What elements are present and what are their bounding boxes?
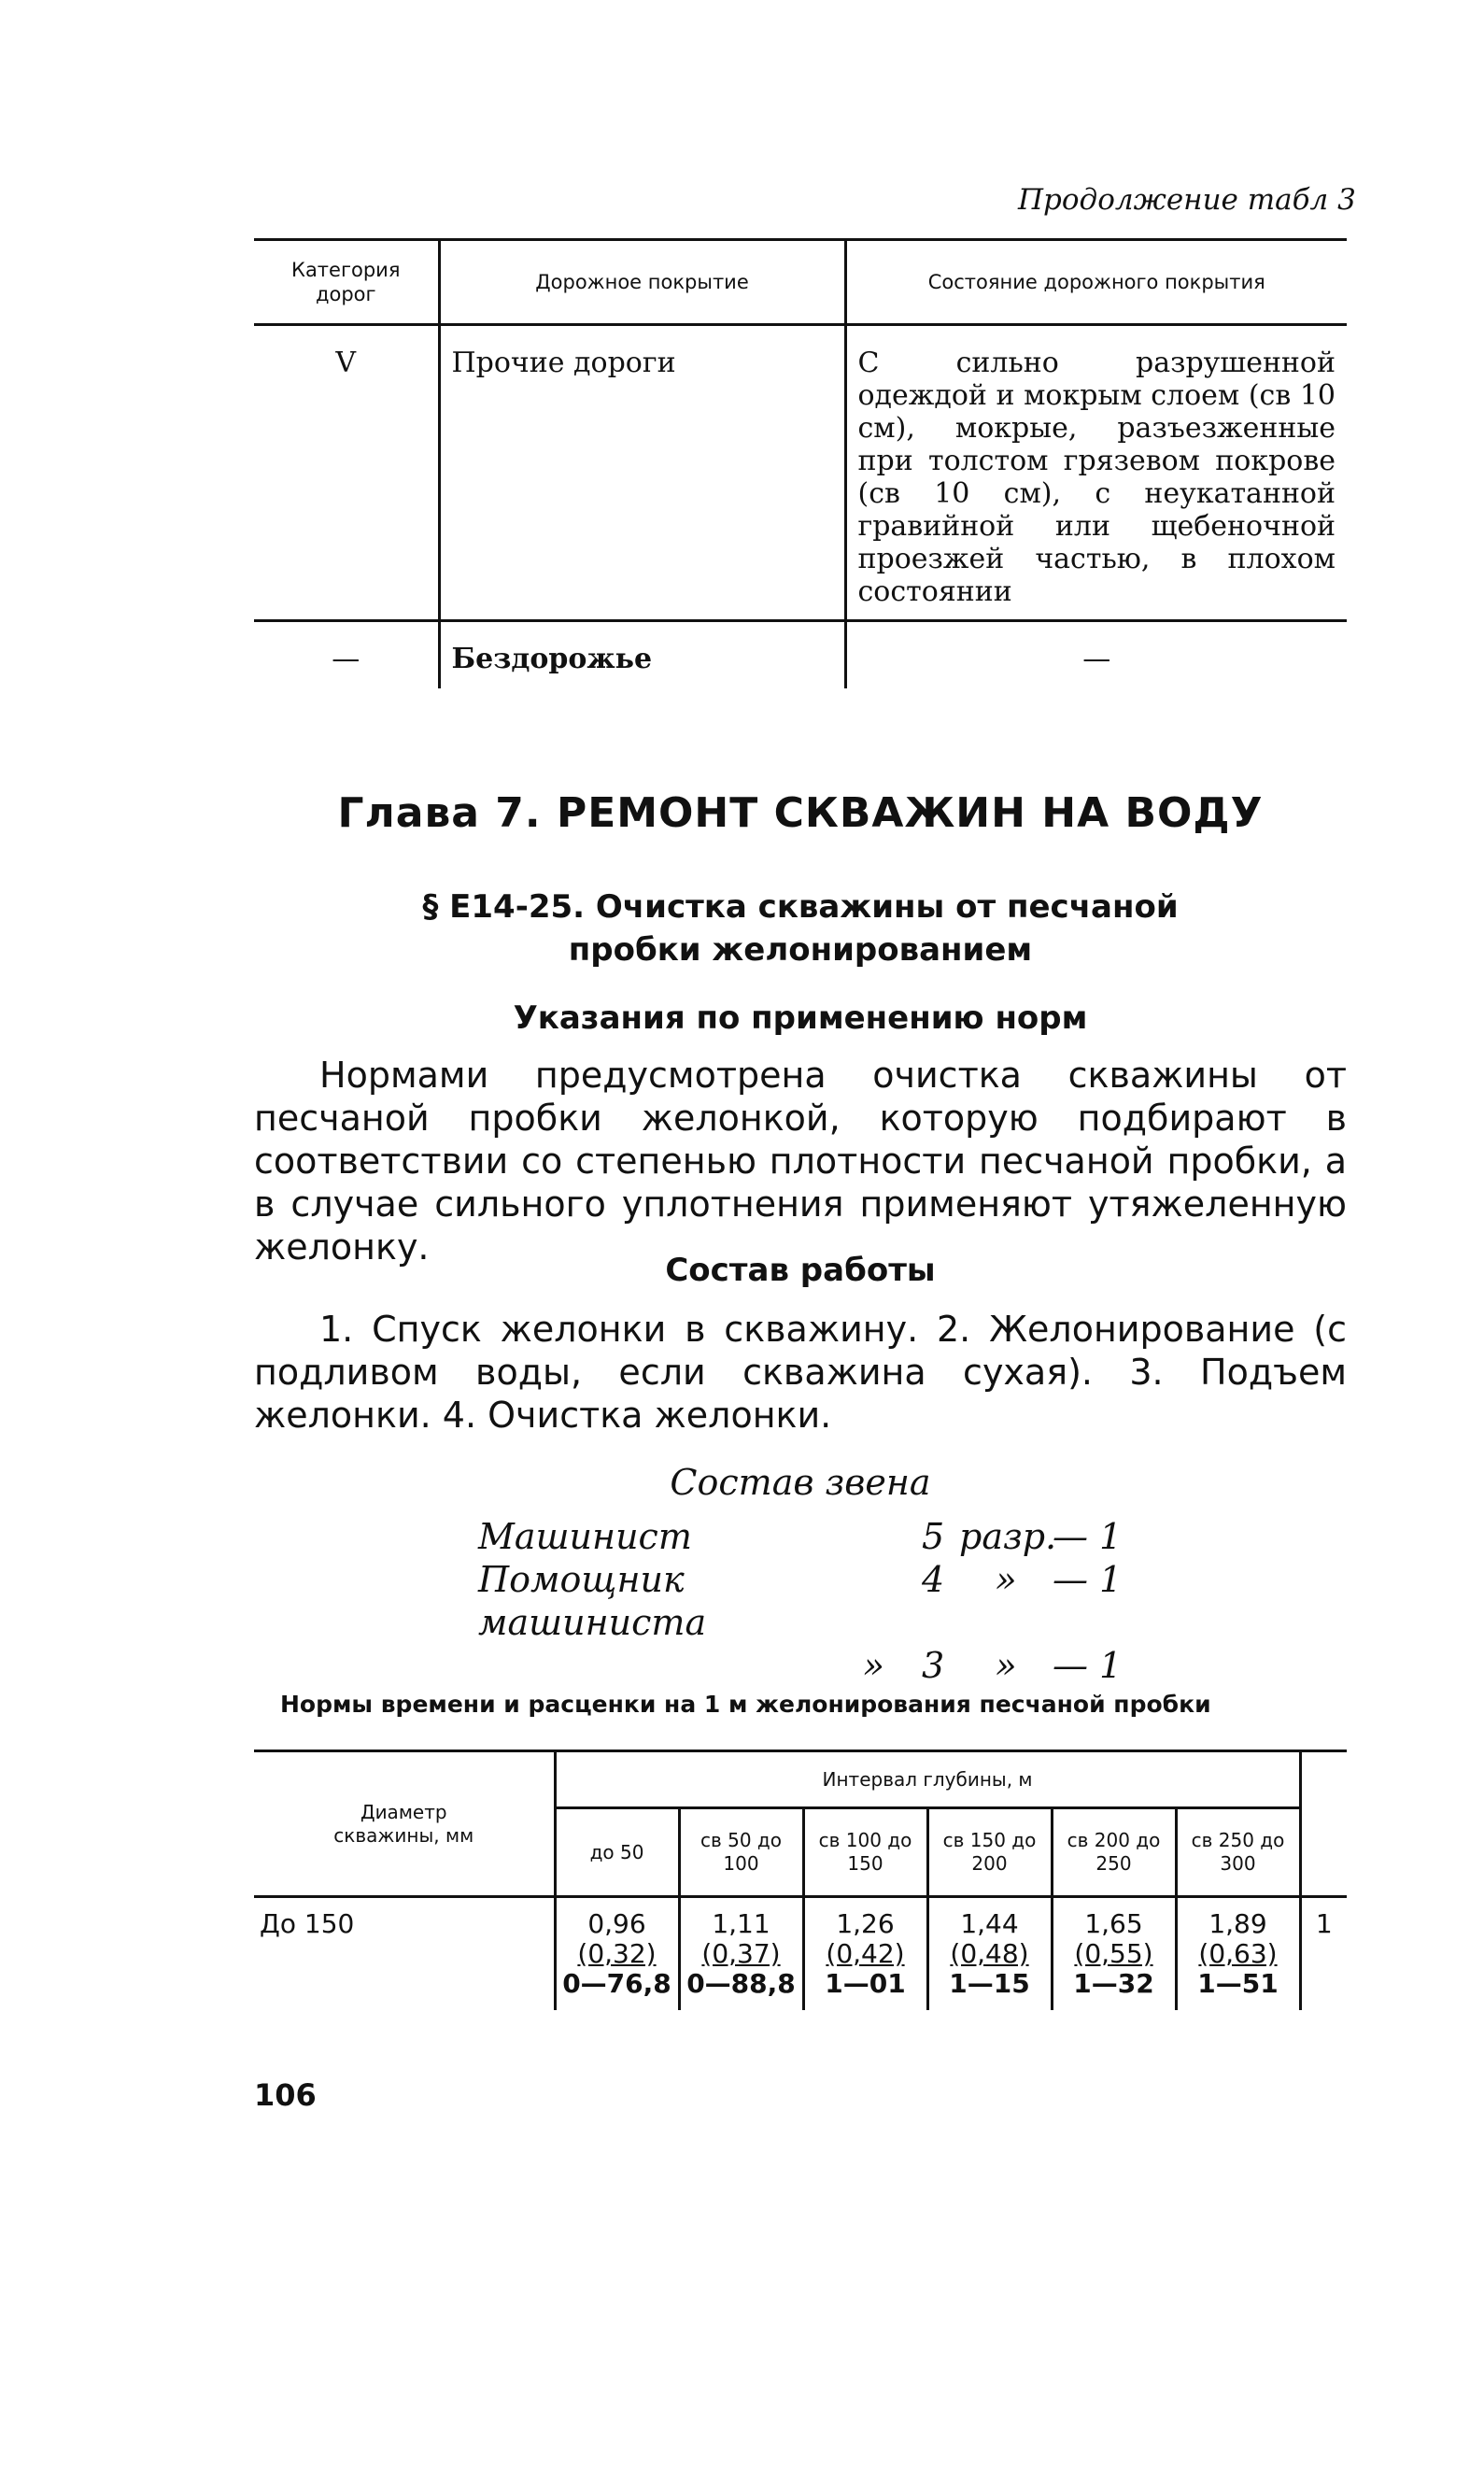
chapter-title: Глава 7. РЕМОНТ СКВАЖИН НА ВОДУ [337, 789, 1264, 837]
norm-time: 1,44 [960, 1908, 1019, 1939]
cell-diameter: До 150 [260, 1908, 355, 1939]
cell-category: — [332, 643, 360, 675]
crew-count: — 1 [1053, 1559, 1123, 1600]
header-index [1300, 1751, 1347, 1897]
header-diameter: Диаметр скважины, мм [333, 1800, 474, 1847]
header-surface-state: Состояние дорожного покрытия [845, 240, 1347, 325]
header-road-surface: Дорожное покрытие [439, 240, 845, 325]
header-depth-interval: Интервал глубины, м [555, 1751, 1300, 1808]
norm-machine-time: (0,42) [826, 1938, 905, 1969]
cell-state: С сильно разрушенной одеждой и мокрым слоем (св 10 см), мокрые, разъезженные при толстом грязевом покрове (св 10 см), с неукатанной гравийной или щебеночной проезжей частью, в плохом состоянии [845, 325, 1347, 621]
norm-price: 1—32 [1073, 1968, 1154, 1999]
cell-surface: Бездорожье [439, 621, 845, 689]
guidance-heading: Указания по применению норм [513, 999, 1088, 1037]
section-title [254, 885, 1347, 971]
norm-time: 1,89 [1208, 1908, 1267, 1939]
cell-norm [803, 1897, 927, 2011]
crew-grade: 3 [922, 1645, 945, 1686]
crew-list [478, 1515, 1122, 1687]
norm-price: 1—15 [949, 1968, 1030, 1999]
crew-row [478, 1558, 1122, 1644]
crew-role: » [862, 1645, 884, 1686]
table-row [254, 1897, 1347, 2011]
crew-grade: 5 [922, 1516, 945, 1557]
section-title-line-1: § Е14-25. Очистка скважины от песчаной [422, 888, 1179, 926]
road-categories-table [254, 238, 1347, 688]
norm-price: 1—51 [1197, 1968, 1279, 1999]
table-row [254, 621, 1347, 689]
work-text: 1. Спуск желонки в скважину. 2. Желонирование (с подливом воды, если скважина сухая). 3. Подъем желонки. 4. Очистка желонки. [254, 1309, 1347, 1436]
crew-heading: Состав звена [670, 1462, 931, 1503]
crew-count: — 1 [1053, 1645, 1123, 1686]
norm-machine-time: (0,63) [1198, 1938, 1278, 1969]
crew-grade: 4 [922, 1559, 945, 1600]
norms-table-title: Нормы времени и расценки на 1 м желонирования песчаной пробки [280, 1691, 1211, 1718]
header-interval: св 50 до 100 [679, 1808, 803, 1897]
crew-role: Машинист [478, 1516, 692, 1557]
header-road-category: Категория дорог [254, 240, 439, 325]
section-title-line-2: пробки желонированием [568, 931, 1033, 969]
header-interval: св 150 до 200 [927, 1808, 1052, 1897]
cell-norm [555, 1897, 679, 2011]
crew-row [478, 1644, 1122, 1687]
crew-role: Помощник машиниста [478, 1559, 707, 1643]
work-heading: Состав работы [665, 1252, 936, 1289]
norm-time: 1,26 [836, 1908, 895, 1939]
page-number: 106 [254, 2077, 317, 2113]
header-interval: до 50 [555, 1808, 679, 1897]
norm-time: 1,65 [1084, 1908, 1143, 1939]
cell-surface: Прочие дороги [439, 325, 845, 621]
cell-category: V [254, 325, 439, 621]
cell-norm [1176, 1897, 1300, 2011]
cell-norm [927, 1897, 1052, 2011]
header-interval: св 250 до 300 [1176, 1808, 1300, 1897]
guidance-text: Нормами предусмотрена очистка скважины от песчаной пробки желонкой, которую подбирают в соответствии со степенью плотности песчаной пробки, а в случае сильного уплотнения применяют утяжеленную желонку. [254, 1055, 1347, 1268]
cell-state: — [845, 621, 1347, 689]
table-continuation-label: Продолжение табл 3 [1018, 183, 1356, 217]
cell-norm [1052, 1897, 1176, 2011]
norm-time: 0,96 [587, 1908, 646, 1939]
table-header-row [254, 240, 1347, 325]
crew-row [478, 1515, 1122, 1558]
norm-machine-time: (0,55) [1074, 1938, 1153, 1969]
crew-count: — 1 [1053, 1516, 1123, 1557]
cell-row-index: 1 [1300, 1897, 1347, 2011]
norm-machine-time: (0,37) [701, 1938, 781, 1969]
norm-price: 0—76,8 [562, 1968, 671, 1999]
norm-time: 1,11 [712, 1908, 770, 1939]
cell-norm [679, 1897, 803, 2011]
norms-table [254, 1750, 1347, 2010]
header-interval: св 200 до 250 [1052, 1808, 1176, 1897]
header-interval: св 100 до 150 [803, 1808, 927, 1897]
table-row [254, 325, 1347, 621]
crew-unit: » [995, 1645, 1017, 1686]
crew-unit: » [995, 1559, 1017, 1600]
table-header-row [254, 1751, 1347, 1808]
norm-price: 1—01 [825, 1968, 906, 1999]
norm-machine-time: (0,32) [577, 1938, 657, 1969]
norm-machine-time: (0,48) [950, 1938, 1029, 1969]
norm-price: 0—88,8 [686, 1968, 796, 1999]
crew-unit: разр. [959, 1516, 1057, 1557]
